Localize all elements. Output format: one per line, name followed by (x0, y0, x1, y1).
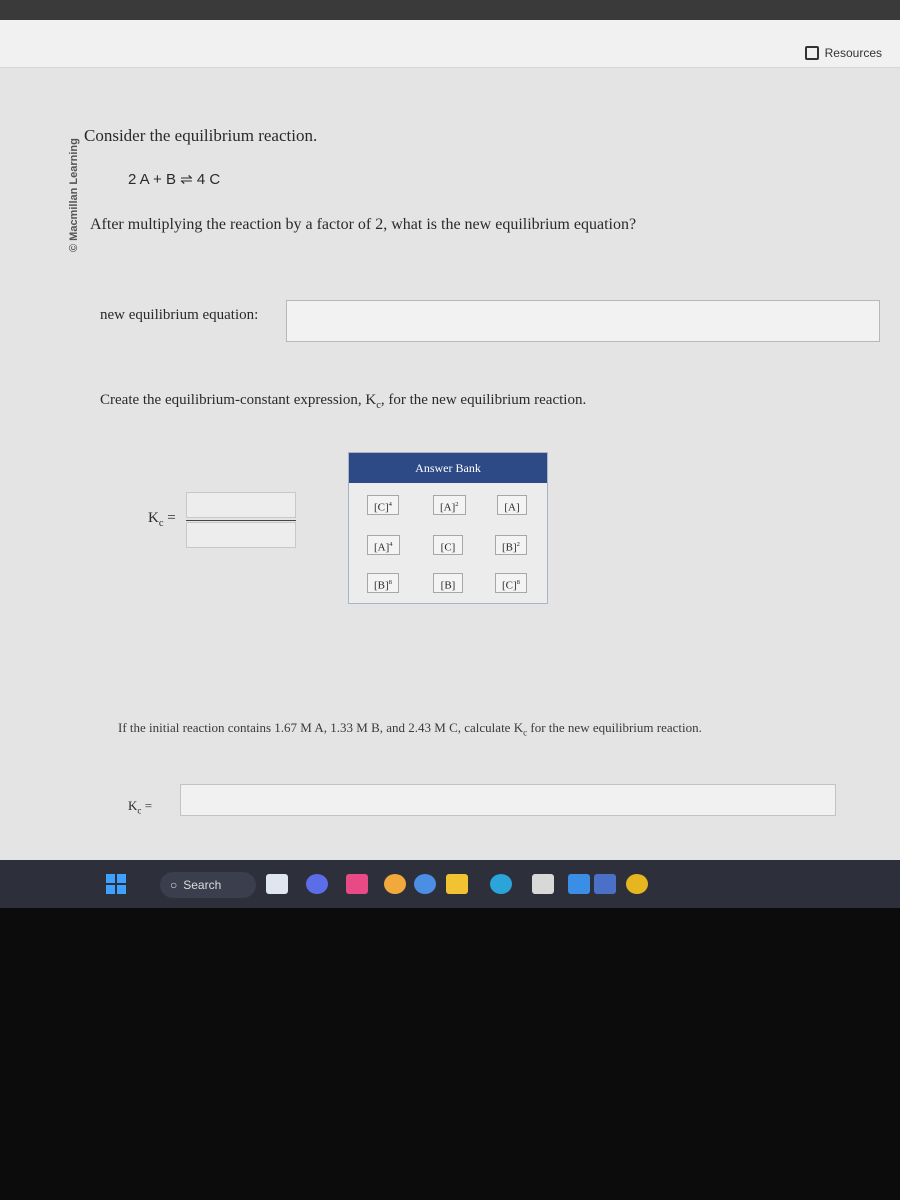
game-app-icon[interactable] (384, 874, 406, 894)
answer-tile[interactable] (497, 495, 527, 515)
taskbar-search-button[interactable] (160, 872, 256, 898)
resources-button[interactable] (805, 46, 882, 60)
answer-tile[interactable] (433, 535, 463, 555)
store-icon[interactable] (532, 874, 554, 894)
kc-equals: = (167, 510, 176, 526)
edge-browser-icon[interactable] (490, 874, 512, 894)
tile-exp: 2 (455, 501, 459, 508)
tile-exp: 8 (516, 579, 520, 586)
kc-label (148, 510, 176, 529)
search-label: Search (183, 878, 222, 892)
windows-start-icon[interactable] (106, 874, 126, 894)
create-text-sub: c (376, 400, 381, 411)
create-text-end: , for the new equilibrium reaction. (380, 392, 587, 408)
new-equation-input[interactable] (286, 300, 880, 342)
tile-base: [B] (440, 579, 456, 592)
file-explorer-icon[interactable] (446, 874, 468, 894)
kc-symbol: K (148, 510, 159, 526)
initial-text-end: for the new equilibrium reaction. (527, 720, 702, 735)
create-text-main: Create the equilibrium-constant expression, K (100, 392, 377, 408)
mail-app-icon[interactable] (346, 874, 368, 894)
new-equation-label: new equilibrium equation: (100, 307, 259, 323)
answer-tile[interactable] (433, 495, 466, 515)
resources-icon (805, 46, 819, 60)
windows-taskbar (0, 860, 900, 908)
page-header (0, 20, 900, 68)
app-icon-3[interactable] (626, 874, 648, 894)
app-icon-2[interactable] (568, 874, 590, 894)
answer-tile[interactable] (495, 535, 527, 555)
tile-base: [C] (440, 541, 456, 554)
tile-exp: 4 (388, 501, 392, 508)
kc2-symbol: K (128, 798, 138, 813)
tile-base: [C] (502, 579, 517, 592)
tile-exp: 4 (389, 541, 393, 548)
kc-denominator-dropzone[interactable] (186, 522, 296, 548)
kc-value-input[interactable] (180, 784, 836, 816)
answer-tile[interactable] (495, 573, 527, 593)
search-icon: ○ (170, 878, 178, 892)
initial-text-sub: c (523, 727, 528, 738)
create-expression-text (100, 392, 586, 411)
reaction-right: 4 C (196, 171, 221, 188)
question-prompt: After multiplying the reaction by a factor of 2, what is the new equilibrium equation? (90, 216, 637, 233)
monitor-top-bezel (0, 0, 900, 20)
reaction-equation (128, 170, 220, 188)
tile-base: [B] (502, 541, 517, 554)
answer-bank-title: Answer Bank (349, 453, 547, 483)
answer-tile[interactable] (433, 573, 463, 593)
tile-base: [B] (374, 579, 389, 592)
answer-tile[interactable] (367, 535, 400, 555)
fraction-bar (186, 520, 296, 521)
resources-label: Resources (824, 46, 882, 60)
initial-conditions-text (118, 720, 702, 738)
equilibrium-arrow-icon: ⇌ (180, 171, 193, 188)
kc-numerator-dropzone[interactable] (186, 492, 296, 518)
mail-icon[interactable] (594, 874, 616, 894)
tile-base: [C] (374, 501, 389, 514)
task-view-icon[interactable] (266, 874, 288, 894)
answer-bank (348, 452, 548, 604)
monitor-bezel (0, 908, 900, 1200)
kc-value-label (128, 798, 152, 816)
tile-exp: 8 (388, 579, 392, 586)
kc2-sub: c (137, 805, 142, 816)
tile-exp: 2 (516, 541, 520, 548)
reaction-left: 2 A + B (128, 171, 176, 188)
app-icon[interactable] (414, 874, 436, 894)
answer-tile[interactable] (367, 495, 399, 515)
teams-icon[interactable] (306, 874, 328, 894)
question-title: Consider the equilibrium reaction. (84, 126, 318, 145)
kc-sub: c (158, 518, 164, 529)
tile-base: [A] (440, 501, 456, 514)
initial-text-main: If the initial reaction contains 1.67 M A, 1.33 M B, and 2.43 M C, calculate K (118, 720, 524, 735)
kc2-equals: = (144, 798, 153, 813)
answer-tile[interactable] (367, 573, 399, 593)
tile-base: [A] (374, 541, 390, 554)
tile-base: [A] (504, 501, 520, 514)
macmillan-watermark: © Macmillan Learning (68, 138, 80, 252)
